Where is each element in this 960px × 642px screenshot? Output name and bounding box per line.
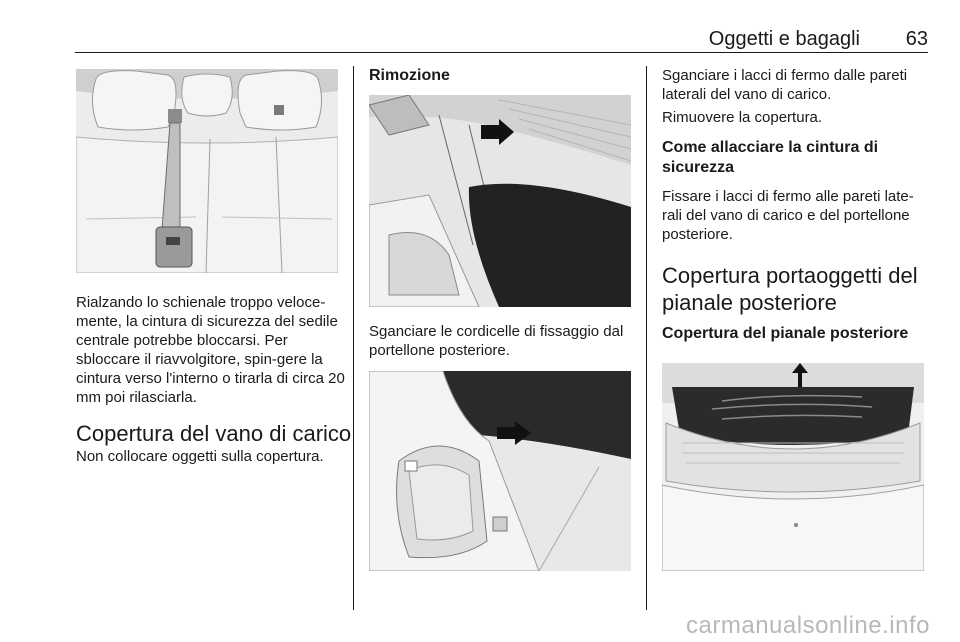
col2-paragraph: Sganciare le cordicelle di fissaggio dal portellone posteriore. bbox=[369, 323, 624, 359]
col3-heading-large: Copertura portaoggetti del pianale posteriore bbox=[662, 263, 918, 315]
rear-floor-cover-illustration bbox=[662, 363, 924, 571]
col1-heading: Copertura del vano di carico bbox=[76, 421, 352, 446]
col3-subheading: Copertura del pianale posteriore bbox=[662, 325, 909, 342]
header-rule bbox=[75, 52, 928, 53]
retaining-cords-illustration bbox=[369, 371, 631, 571]
page-number: 63 bbox=[905, 28, 928, 50]
col3-paragraph-3: Fissare i lacci di fermo alle pareti late-rali del vano di carico e del portellone posteriore. bbox=[662, 188, 914, 243]
header-title: Oggetti e bagagli bbox=[708, 28, 860, 50]
column-divider bbox=[353, 66, 354, 610]
col3-paragraph-1: Sganciare i lacci di fermo dalle pareti laterali del vano di carico. bbox=[662, 67, 908, 103]
watermark: carmanualsonline.info bbox=[686, 612, 930, 639]
col3-heading-small: Come allacciare la cintura di sicurezza bbox=[662, 139, 879, 176]
col2-heading: Rimozione bbox=[369, 67, 450, 84]
cargo-cover-removal-illustration bbox=[369, 95, 631, 307]
col1-paragraph: Rialzando lo schienale troppo veloce-mente, la cintura di sicurezza del sedile centrale potrebbe bloccarsi. Per sbloccare il riavvolgitore, spin-gere la cintura verso l'interno o tirarla di circa 20 mm poi rilasciarla. bbox=[76, 294, 345, 406]
rear-seat-belt-illustration bbox=[76, 69, 338, 273]
col1-note: Non collocare oggetti sulla copertura. bbox=[76, 448, 324, 465]
col3-paragraph-2: Rimuovere la copertura. bbox=[662, 109, 823, 126]
column-divider bbox=[646, 66, 647, 610]
